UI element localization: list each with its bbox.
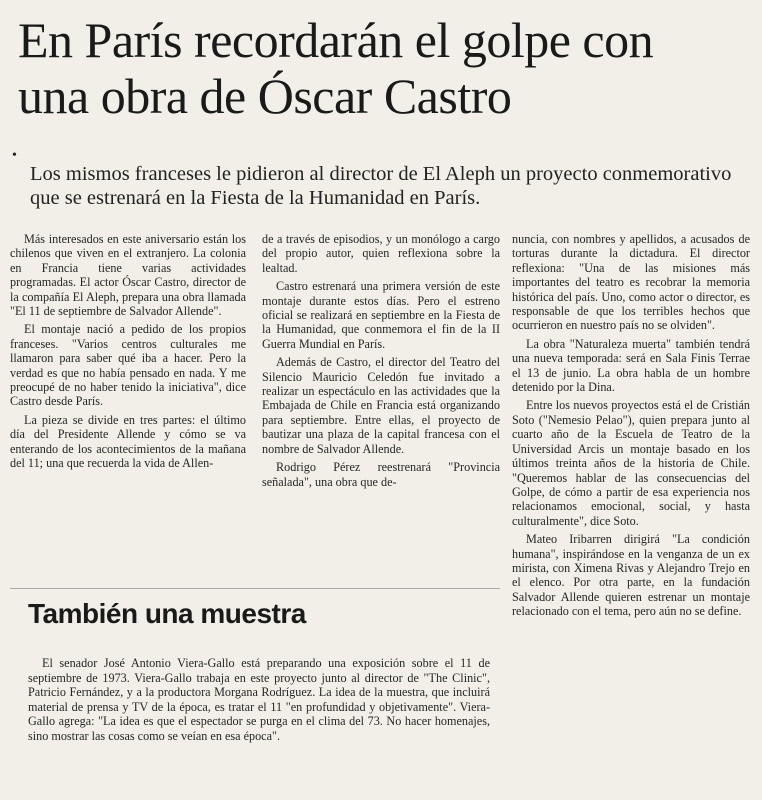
paragraph: La obra "Naturaleza muerta" también tendrá una nueva temporada: será en Sala Finis Terrae el 13 de junio. La obra habla de un hombre detenido por la Dina. bbox=[512, 336, 750, 395]
paragraph: La pieza se divide en tres partes: el último día del Presidente Allende y cómo se va enterando de los acontecimientos de la mañana del 11; una que recuerda la vida de Allen- bbox=[10, 412, 246, 471]
paragraph: Mateo Iribarren dirigirá "La condición humana", inspirándose en la venganza de un ex mirista, con Ximena Rivas y Alejandro Trejo en el elenco. Por otra parte, en la fundación Salvador Allende quieren estrenar un montaje relacionado con el tema, pero aún no se define. bbox=[512, 532, 750, 619]
sidebar-title: También una muestra bbox=[28, 598, 306, 629]
sidebar-body: El senador José Antonio Viera-Gallo está preparando una exposición sobre el 11 de septiembre de 1973. Viera-Gallo trabaja en este proyecto junto al director de "The Clinic", Patricio Fernández, y a la productora Morgana Rodríguez. La idea de la muestra, que incluirá material de prensa y TV de la época, es tratar el 11 "en profundidad y objetivamente". Viera-Gallo agrega: "La idea es que el espectador se purga en el clima del 73. No hacer homenajes, sino mostrar las cosas como se veían en esa época". bbox=[28, 656, 490, 743]
paragraph: Más interesados en este aniversario están los chilenos que viven en el extranjero. La colonia en Francia tiene varias actividades programadas. El actor Óscar Castro, director de la compañía El Aleph, prepara una obra llamada "El 11 de septiembre de Salvador Allende". bbox=[10, 232, 246, 319]
subheadline: Los mismos franceses le pidieron al director de El Aleph un proyecto conmemorativo que se estrenará en la Fiesta de la Humanidad en París. bbox=[30, 163, 732, 209]
paragraph: Entre los nuevos proyectos está el de Cristián Soto ("Nemesio Pelao"), quien prepara junto al cuarto año de la Escuela de Teatro de la Universidad Arcis un montaje basado en los últimos treinta años de la historia de Chile. "Queremos hablar de las consecuencias del Golpe, de cómo a partir de esa experiencia nos relacionamos emocional, social, y hasta culturalmente", dice Soto. bbox=[512, 398, 750, 528]
paragraph: de a través de episodios, y un monólogo a cargo del propio autor, quien reflexiona sobre la lealtad. bbox=[262, 232, 500, 275]
paragraph: nuncia, con nombres y apellidos, a acusados de torturas durante la dictadura. El director reflexiona: "Una de las misiones más importantes del teatro es recobrar la memoria histórica del país. Uno, como actor o director, es responsable de que los terribles hechos que ocurrieron en nuestro país no se olviden". bbox=[512, 232, 750, 333]
paragraph: Castro estrenará una primera versión de este montaje durante estos días. Pero el estreno oficial se realizará en septiembre en la Fiesta de la Humanidad, que conmemora el fin de la II Guerra Mundial en París. bbox=[262, 279, 500, 351]
paragraph: El montaje nació a pedido de los propios franceses. "Varios centros culturales me llamaron para saber qué iba a hacer. Pero la verdad es que no había pensado en nada. Y me preocupé de no haber tenido la iniciativa", dice Castro desde París. bbox=[10, 322, 246, 409]
paragraph: Rodrigo Pérez reestrenará "Provincia señalada", una obra que de- bbox=[262, 460, 500, 489]
paragraph: Además de Castro, el director del Teatro del Silencio Mauricio Celedón fue invitado a realizar un espectáculo en las actividades que la Embajada de Chile en Francia está organizando para septiembre. Entre ellas, el proyecto de bautizar una plaza de la capital francesa con el nombre de Salvador Allende. bbox=[262, 355, 500, 456]
article-column-3 bbox=[512, 232, 750, 623]
sidebar-divider bbox=[10, 588, 500, 589]
bullet-marker: • bbox=[12, 148, 17, 163]
article-column-2 bbox=[262, 232, 500, 493]
headline: En París recordarán el golpe con una obra de Óscar Castro bbox=[18, 12, 654, 124]
article-column-1 bbox=[10, 232, 246, 475]
